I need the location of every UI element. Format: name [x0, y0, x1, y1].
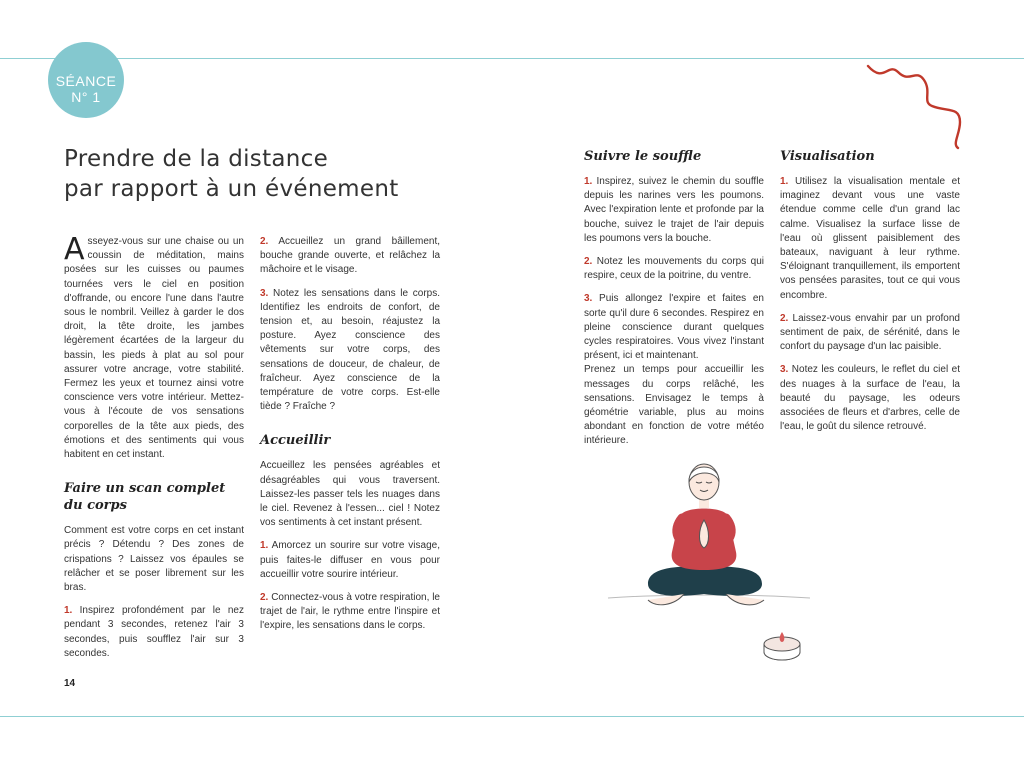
souffle-item-3-num: 3.	[584, 293, 593, 305]
session-badge	[48, 42, 124, 118]
souffle-heading: Suivre le souffle	[584, 149, 702, 164]
visualisation-item-2-num: 2.	[780, 312, 789, 324]
scan-item-2-text: Accueillez un grand bâillement, bouche grande ouverte, et relâchez la mâchoire et le visage.	[260, 236, 440, 276]
visualisation-item-3-text: Notez les couleurs, le reflet du ciel et des nuages à la surface de l'eau, la beauté du paysage, les odeurs associées de fleurs et d'arbres, celle de l'eau, le goût du silence retrouvé.	[780, 364, 960, 433]
visualisation-item-2	[780, 312, 960, 355]
intro-paragraph	[64, 232, 244, 462]
scan-item-1-text: Inspirez profondément par le nez pendant 3 secondes, retenez l'air 3 secondes, puis soufflez l'air sur 3 secondes.	[64, 605, 244, 659]
badge-line2: N° 1	[71, 89, 101, 105]
scan-item-1	[64, 604, 244, 661]
visualisation-heading: Visualisation	[780, 149, 875, 164]
swirl-path	[868, 66, 960, 148]
title-line1: Prendre de la distance	[64, 146, 329, 172]
bottom-rule	[0, 716, 1024, 717]
floor-line	[608, 595, 810, 598]
page-number: 14	[64, 678, 76, 689]
visualisation-item-1-num: 1.	[780, 176, 789, 187]
visualisation-item-1	[780, 175, 960, 303]
candle-flame	[780, 632, 785, 642]
scan-heading	[64, 480, 244, 514]
souffle-item-2-num: 2.	[584, 256, 593, 268]
souffle-item-1-text: Inspirez, suivez le chemin du souffle depuis les narines vers les poumons. Avec l'expiration lente et profonde par la bouche, suivez le trajet de l'air depuis les poumons vers la bouche.	[584, 176, 764, 244]
intro-text: sseyez-vous sur une chaise ou un coussin de méditation, mains posées sur les cuisses ou paumes tournées vers le ciel en position d'offrande, ou encore l'une dans l'autre sous le nombril. Veillez à garder le dos droit, la tête droite, les jambes légèrement écartées de la largeur du bassin, les pieds à plat au sol pour assurer votre ancrage, votre stabilité. Fermez les yeux et tournez ainsi votre conscience vers votre intérieur. Mettez-vous à l'écoute de vos sensations corporelles de la tête aux pieds, des émotions et des sentiments qui vous habitent en cet instant.	[64, 236, 244, 461]
souffle-item-2-text: Notez les mouvements du corps qui respire, ceux de la poitrine, du ventre.	[584, 256, 764, 282]
visualisation-item-3	[780, 363, 960, 434]
accueillir-intro: Accueillez les pensées agréables et désagréables qui vous traversent. Laissez-les passer tels les nuages dans le ciel. Revenez à l'essen... ciel ! Notez vos sentiments à cet instant présent.	[260, 460, 440, 529]
column-4	[780, 148, 960, 443]
souffle-item-1	[584, 175, 764, 246]
accueillir-item-1	[260, 539, 440, 582]
column-2	[260, 235, 440, 643]
accueillir-item-1-text: Amorcez un sourire sur votre visage, puis faites-le diffuser en vous pour accueillir votre sourire intérieur.	[260, 540, 440, 580]
scan-item-3-text: Notez les sensations dans le corps. Identifiez les endroits de confort, de tension et, au besoin, réajustez la posture. Ayez conscience des vêtements sur votre corps, des sensations de douceur, de chaleur, de fraîcheur. Ayez conscience de la température de votre corps. Est-elle tiède ? Fraîche ?	[260, 287, 440, 413]
scan-heading-line2: du corps	[64, 498, 127, 514]
accueillir-item-2	[260, 591, 440, 634]
meditation-illustration-icon	[604, 448, 814, 668]
visualisation-item-1-text: Utilisez la visualisation mentale et imaginez devant vous une vaste étendue comme celle d'un grand lac calme. Visualisez la surface lisse de l'eau où glissent paisiblement des bateaux, naviguant à leur rythme. S'éloignant tranquillement, ils emportent vos pensées parasites, tout ce qui vous encombre.	[780, 176, 960, 301]
page-title	[64, 144, 399, 204]
scan-heading-line1: Faire un scan complet	[64, 481, 226, 497]
scan-item-3	[260, 287, 440, 415]
drop-cap: A	[64, 232, 85, 267]
souffle-item-1-num: 1.	[584, 176, 593, 187]
title-line2: par rapport à un événement	[64, 176, 399, 202]
accueillir-item-2-num: 2.	[260, 592, 269, 604]
crossed-legs	[648, 566, 762, 596]
scan-item-2	[260, 235, 440, 278]
swirl-decoration-icon	[862, 58, 972, 150]
souffle-item-2	[584, 255, 764, 283]
scan-item-1-num: 1.	[64, 605, 73, 617]
badge-line1: SÉANCE	[55, 73, 117, 89]
scan-item-2-num: 2.	[260, 236, 269, 247]
souffle-outro: Prenez un temps pour accueillir les messages du corps relâché, les sensations. Envisagez le temps à géométrie variable, plus au moins abondant en fonction de votre météo intérieure.	[584, 364, 764, 447]
accueillir-item-2-text: Connectez-vous à votre respiration, le trajet de l'air, le rythme entre l'inspire et l'expire, les sensations dans le corps.	[260, 592, 440, 632]
accueillir-heading: Accueillir	[260, 433, 331, 449]
souffle-item-3	[584, 292, 764, 363]
accueillir-item-1-num: 1.	[260, 540, 269, 552]
column-1	[64, 232, 244, 670]
scan-item-3-num: 3.	[260, 287, 269, 299]
visualisation-item-3-num: 3.	[780, 364, 789, 376]
column-3	[584, 148, 764, 458]
scan-intro: Comment est votre corps en cet instant précis ? Détendu ? Des zones de crispations ? Laissez vos épaules se relâcher et se poser librement sur les bras.	[64, 525, 244, 594]
visualisation-item-2-text: Laissez-vous envahir par un profond sentiment de paix, de sérénité, dans le confort du paysage d'un lac paisible.	[780, 312, 960, 353]
souffle-item-3-text: Puis allongez l'expire et faites en sorte qu'il dure 6 secondes. Respirez en pleine conscience durant quelques cycles respiratoires. Vous vivez l'instant présent, ici et maintenant.	[584, 293, 764, 362]
